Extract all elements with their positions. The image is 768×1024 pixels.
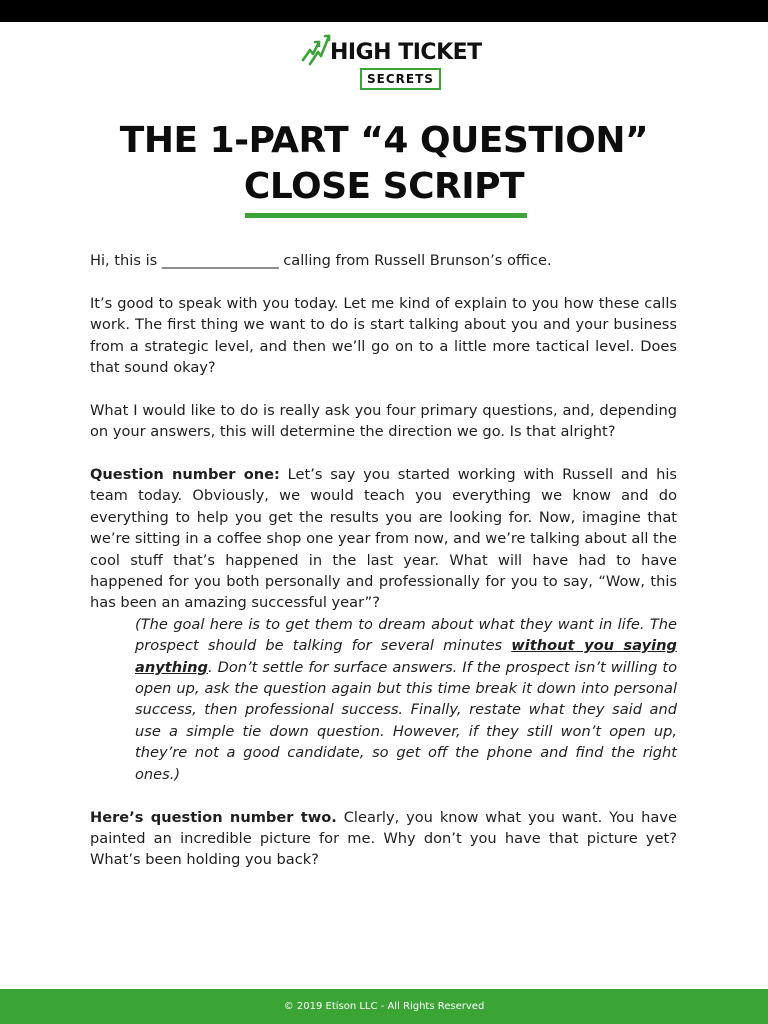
question-two-label: Here’s question number two. — [90, 808, 337, 826]
question-one-paragraph — [90, 464, 677, 614]
question-one-label: Question number one: — [90, 466, 280, 484]
question-two-paragraph — [90, 807, 677, 871]
rising-arrows-icon — [300, 30, 334, 66]
title-line-2: CLOSE SCRIPT — [243, 166, 525, 207]
logo-wordmark: HIGH TICKET — [330, 40, 482, 65]
title-line-1: THE 1-PART “4 QUESTION” — [119, 120, 649, 161]
logo — [300, 30, 480, 90]
note-text-2: . Don’t settle for surface answers. If the prospect isn’t willing to open up, ask the question again but this time break it down into personal success, then professional success. Finally, restate what they said and use a simple tie down question. However, if they still won’t open up, they’re not a good candidate, so get off the phone and find the right ones.) — [135, 658, 677, 783]
note-emphasis: without you saying anything — [135, 637, 677, 676]
footer-bar — [0, 989, 768, 1024]
top-bar — [0, 0, 768, 22]
questions-intro-paragraph: What I would like to do is really ask you four primary questions, and, depending on your answers, this will determine the direction we go. Is that alright? — [90, 401, 677, 441]
question-one-text: Let’s say you started working with Russell and his team today. Obviously, we would teach you everything we know and do everything to help you get the results you are looking for. Now, imagine that we’re sitting in a coffee shop one year from now, and we’re talking about all the cool stuff that’s happened in the last year. What will have had to have happened for you both personally and professionally for you to say, “Wow, this has been an amazing successful year”? — [90, 466, 677, 612]
greeting-paragraph: Hi, this is ________________ calling from Russell Brunson’s office. — [90, 252, 552, 269]
script-body — [90, 250, 677, 871]
copyright-text: © 2019 Etison LLC - All Rights Reserved — [283, 1001, 485, 1012]
question-two-text: Clearly, you know what you want. You have painted an incredible picture for me. Why don’t you have that picture yet? What’s been holding you back? — [90, 808, 677, 869]
logo-subtitle: SECRETS — [360, 68, 441, 90]
note-text-1: (The goal here is to get them to dream about what they want in life. The prospect should be talking for several minutes — [135, 615, 677, 655]
question-one-note — [135, 614, 677, 785]
title-underline — [245, 213, 527, 218]
page-title — [0, 118, 768, 210]
intro-paragraph: It’s good to speak with you today. Let me kind of explain to you how these calls work. The first thing we want to do is start talking about you and your business from a strategic level, and then we’ll go on to a little more tactical level. Does that sound okay? — [90, 294, 677, 377]
